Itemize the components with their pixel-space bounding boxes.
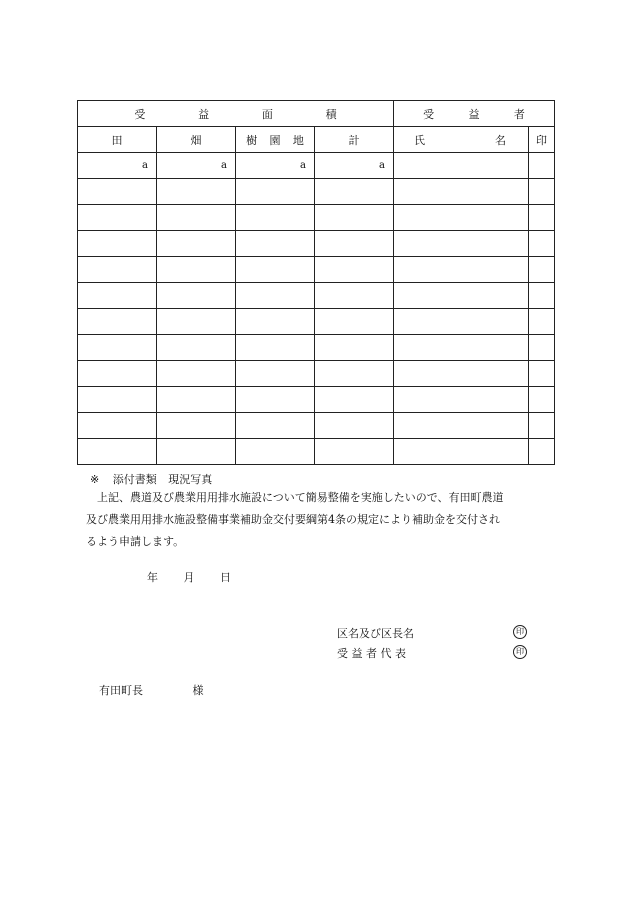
total-cell[interactable] [315,205,394,231]
table-row [78,257,555,283]
addressee-name: 有田町長 [99,684,143,697]
unit-label: a [78,153,157,179]
header-char: 受 [134,107,146,121]
name-cell[interactable] [394,309,529,335]
table-row [78,439,555,465]
benefit-area-table [77,100,555,465]
name-cell[interactable] [394,179,529,205]
date-day: 日 [220,571,231,584]
seal-cell[interactable] [529,361,555,387]
header-char: 者 [513,107,525,121]
application-text [86,487,556,553]
rice-field-cell[interactable] [78,179,157,205]
body-line: 及び農業用用排水施設整備事業補助金交付要綱第4条の規定により補助金を交付され [86,513,500,526]
benefit-area-header [78,101,394,127]
rice-field-cell[interactable] [78,361,157,387]
seal-cell[interactable] [529,335,555,361]
orchard-cell[interactable] [236,413,315,439]
note-mark: ※ [90,473,100,486]
upland-field-cell[interactable] [157,179,236,205]
seal-cell[interactable] [529,309,555,335]
upland-field-cell[interactable] [157,439,236,465]
date-line [147,569,253,585]
col-header-total: 計 [315,127,394,153]
orchard-cell[interactable] [236,205,315,231]
rice-field-cell[interactable] [78,231,157,257]
total-cell[interactable] [315,283,394,309]
unit-label: a [315,153,394,179]
table-row [78,283,555,309]
attachment-value: 現況写真 [168,473,213,486]
header-char: 名 [495,133,506,147]
total-cell[interactable] [315,309,394,335]
total-cell[interactable] [315,231,394,257]
rice-field-cell[interactable] [78,335,157,361]
upland-field-cell[interactable] [157,309,236,335]
seal-mark-icon: 印 [513,625,527,639]
orchard-cell[interactable] [236,439,315,465]
addressee-honorific: 様 [192,684,204,697]
total-cell[interactable] [315,361,394,387]
orchard-cell[interactable] [236,231,315,257]
name-cell[interactable] [394,413,529,439]
unit-label: a [236,153,315,179]
addressee [99,682,204,698]
orchard-cell[interactable] [236,179,315,205]
district-head-label: 区名及び区長名 [337,627,414,640]
name-cell[interactable] [394,335,529,361]
seal-cell[interactable] [529,231,555,257]
header-char: 地 [292,133,304,147]
col-header-name [394,127,529,153]
attachment-label: 添付書類 [112,473,157,486]
seal-cell[interactable] [529,283,555,309]
name-cell[interactable] [394,205,529,231]
table-row [78,387,555,413]
header-char: 樹 [246,133,258,147]
orchard-cell[interactable] [236,361,315,387]
orchard-cell[interactable] [236,309,315,335]
rice-field-cell[interactable] [78,413,157,439]
upland-field-cell[interactable] [157,283,236,309]
header-char: 受 [423,107,435,121]
name-cell[interactable] [394,153,529,179]
col-header-seal: 印 [529,127,555,153]
orchard-cell[interactable] [236,387,315,413]
rice-field-cell[interactable] [78,205,157,231]
rice-field-cell[interactable] [78,257,157,283]
table-row [78,205,555,231]
beneficiary-header [394,101,555,127]
header-char: 積 [325,107,337,121]
table-row [78,413,555,439]
header-char: 面 [261,107,273,121]
table-row [78,179,555,205]
upland-field-cell[interactable] [157,335,236,361]
seal-cell[interactable] [529,179,555,205]
upland-field-cell[interactable] [157,361,236,387]
total-cell[interactable] [315,413,394,439]
unit-label: a [157,153,236,179]
header-char: 益 [198,107,210,121]
name-cell[interactable] [394,361,529,387]
name-cell[interactable] [394,231,529,257]
table-row [78,335,555,361]
col-header-upland-field: 畑 [157,127,236,153]
beneficiary-rep-label: 受 益 者 代 表 [337,647,406,660]
total-cell[interactable] [315,335,394,361]
rice-field-cell[interactable] [78,309,157,335]
seal-cell[interactable] [529,257,555,283]
seal-cell[interactable] [529,439,555,465]
rice-field-cell[interactable] [78,439,157,465]
body-line: るよう申請します。 [86,535,185,548]
attachment-note [90,471,212,487]
date-year: 年 [147,571,158,584]
orchard-cell[interactable] [236,283,315,309]
seal-cell[interactable] [529,205,555,231]
total-cell[interactable] [315,179,394,205]
upland-field-cell[interactable] [157,413,236,439]
date-month: 月 [183,571,195,584]
body-line: 上記、農道及び農業用用排水施設について簡易整備を実施したいので、有田町農道 [97,491,504,504]
name-cell[interactable] [394,439,529,465]
table-row [78,231,555,257]
name-cell[interactable] [394,283,529,309]
col-header-rice-field: 田 [78,127,157,153]
upland-field-cell[interactable] [157,387,236,413]
seal-cell[interactable] [529,387,555,413]
upland-field-cell[interactable] [157,231,236,257]
rice-field-cell[interactable] [78,283,157,309]
name-cell[interactable] [394,257,529,283]
total-cell[interactable] [315,439,394,465]
seal-mark-icon: 印 [513,645,527,659]
upland-field-cell[interactable] [157,257,236,283]
total-cell[interactable] [315,257,394,283]
header-char: 益 [468,107,480,121]
seal-cell[interactable] [529,153,555,179]
orchard-cell[interactable] [236,335,315,361]
col-header-orchard [236,127,315,153]
seal-cell[interactable] [529,413,555,439]
table-row [78,153,555,179]
name-cell[interactable] [394,387,529,413]
orchard-cell[interactable] [236,257,315,283]
rice-field-cell[interactable] [78,387,157,413]
table-row [78,361,555,387]
header-char: 園 [269,133,281,147]
total-cell[interactable] [315,387,394,413]
upland-field-cell[interactable] [157,205,236,231]
header-char: 氏 [414,133,425,147]
table-row [78,309,555,335]
